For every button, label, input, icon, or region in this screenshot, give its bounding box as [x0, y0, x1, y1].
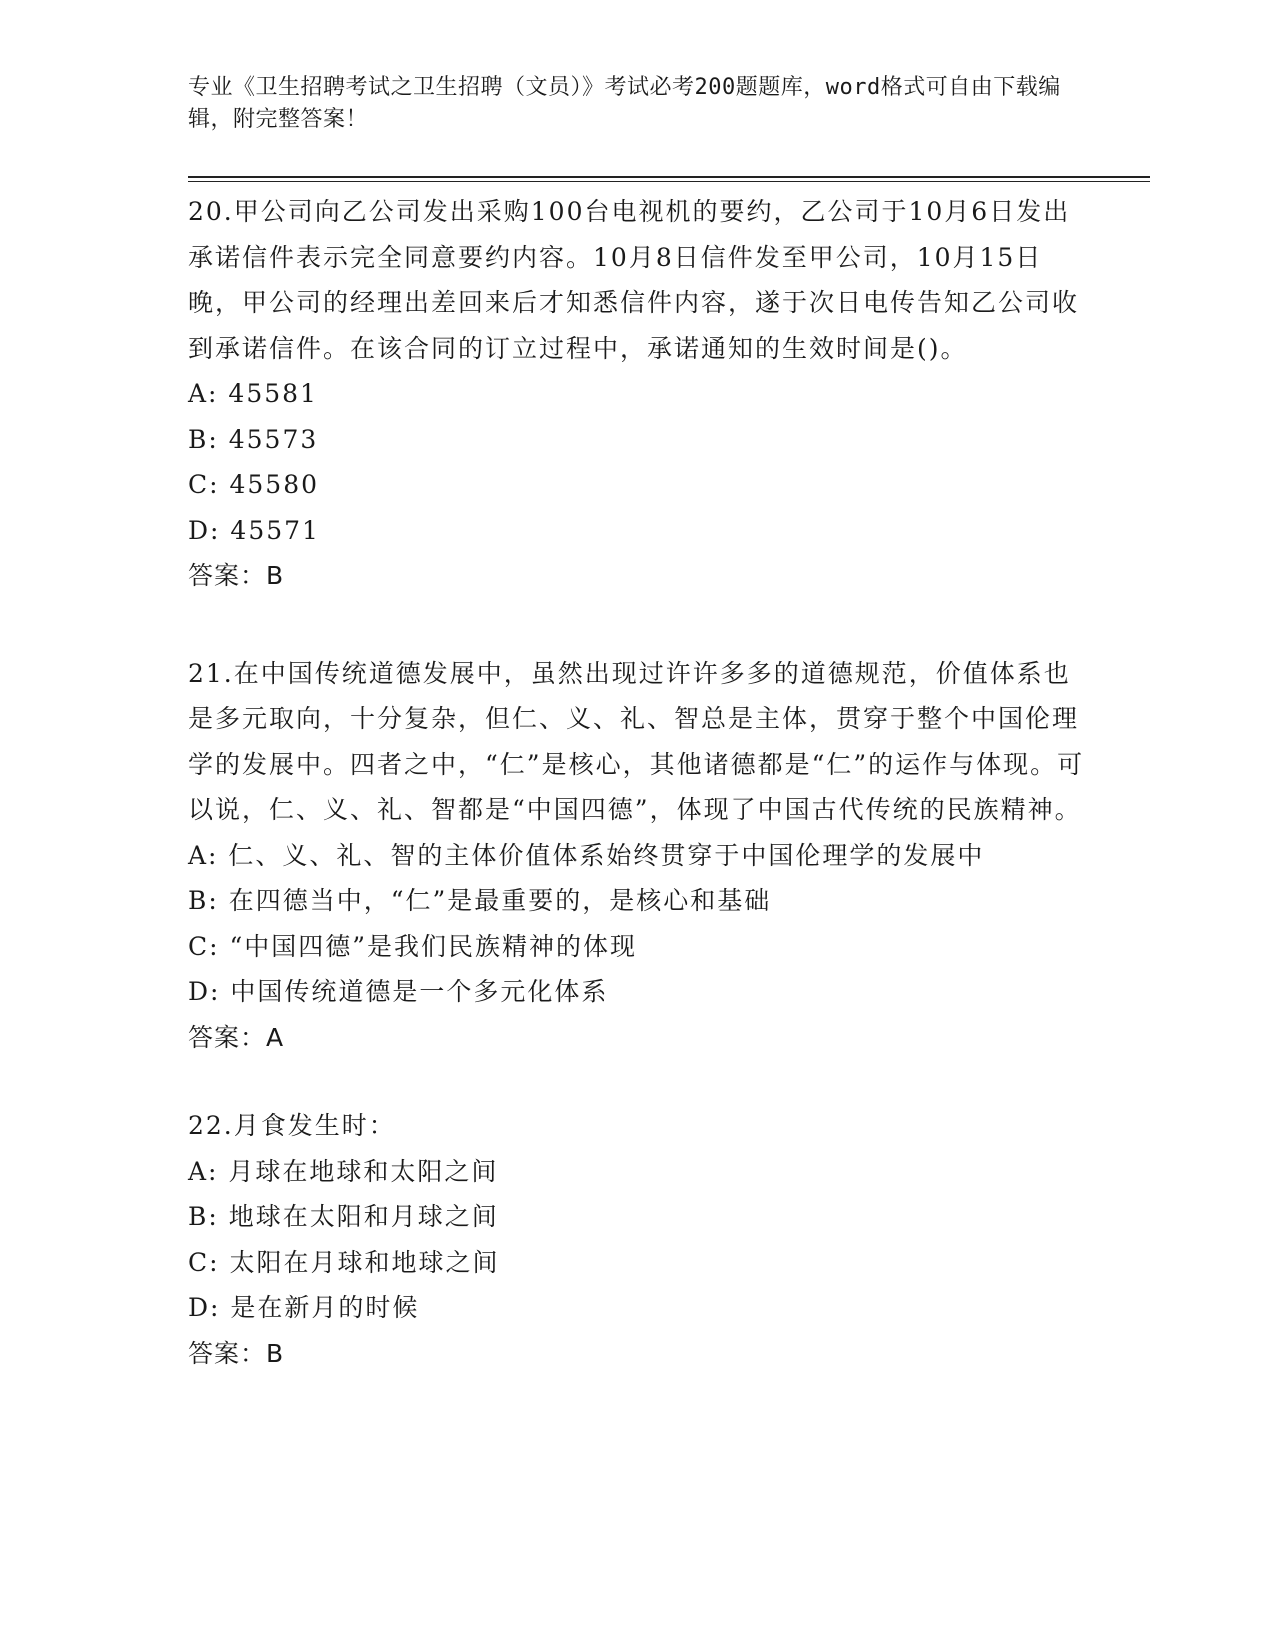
question-list	[188, 189, 1088, 1376]
document-header: 专业《卫生招聘考试之卫生招聘（文员）》考试必考200题题库，word格式可自由下载编辑，附完整答案！	[188, 75, 1061, 132]
option-a: A: 仁、义、礼、智的主体价值体系始终贯穿于中国伦理学的发展中	[188, 840, 985, 870]
option-c: C: 太阳在月球和地球之间	[188, 1247, 500, 1277]
question-stem: 20.甲公司向乙公司发出采购100台电视机的要约，乙公司于10月6日发出承诺信件表示完全同意要约内容。10月8日信件发至甲公司，10月15日晚，甲公司的经理出差回来后才知悉信件内容，遂于次日电传告知乙公司收到承诺信件。在该合同的订立过程中，承诺通知的生效时间是()。	[188, 197, 1080, 363]
question-21	[188, 651, 1088, 1061]
answer-label: 答案：B	[188, 561, 285, 590]
header-rule-thin	[188, 181, 1150, 182]
answer-label: 答案：A	[188, 1022, 285, 1052]
option-a: A: 45581	[188, 379, 318, 408]
option-c: C: “中国四德”是我们民族精神的体现	[188, 931, 638, 961]
option-b: B: 在四德当中，“仁”是最重要的，是核心和基础	[188, 886, 772, 915]
option-a: A: 月球在地球和太阳之间	[188, 1156, 499, 1186]
option-b: B: 45573	[188, 424, 319, 454]
option-d: D: 中国传统道德是一个多元化体系	[188, 977, 609, 1006]
option-c: C: 45580	[188, 470, 320, 499]
option-d: D: 是在新月的时候	[188, 1293, 420, 1322]
question-22	[188, 1103, 1088, 1376]
question-spacer	[188, 1060, 1088, 1103]
question-stem: 21.在中国传统道德发展中，虽然出现过许许多多的道德规范，价值体系也是多元取向，十分复杂，但仁、义、礼、智总是主体，贯穿于整个中国伦理学的发展中。四者之中，“仁”是核心，其他诸德都是“仁”的运作与体现。可以说，仁、义、礼、智都是“中国四德”，体现了中国古代传统的民族精神。	[188, 658, 1085, 824]
option-b: B: 地球在太阳和月球之间	[188, 1202, 499, 1231]
answer-label: 答案：B	[188, 1338, 285, 1368]
question-20	[188, 189, 1088, 599]
header-rule-thick	[188, 176, 1150, 178]
question-stem: 22.月食发生时：	[188, 1111, 396, 1140]
question-spacer	[188, 599, 1088, 651]
option-d: D: 45571	[188, 515, 320, 545]
